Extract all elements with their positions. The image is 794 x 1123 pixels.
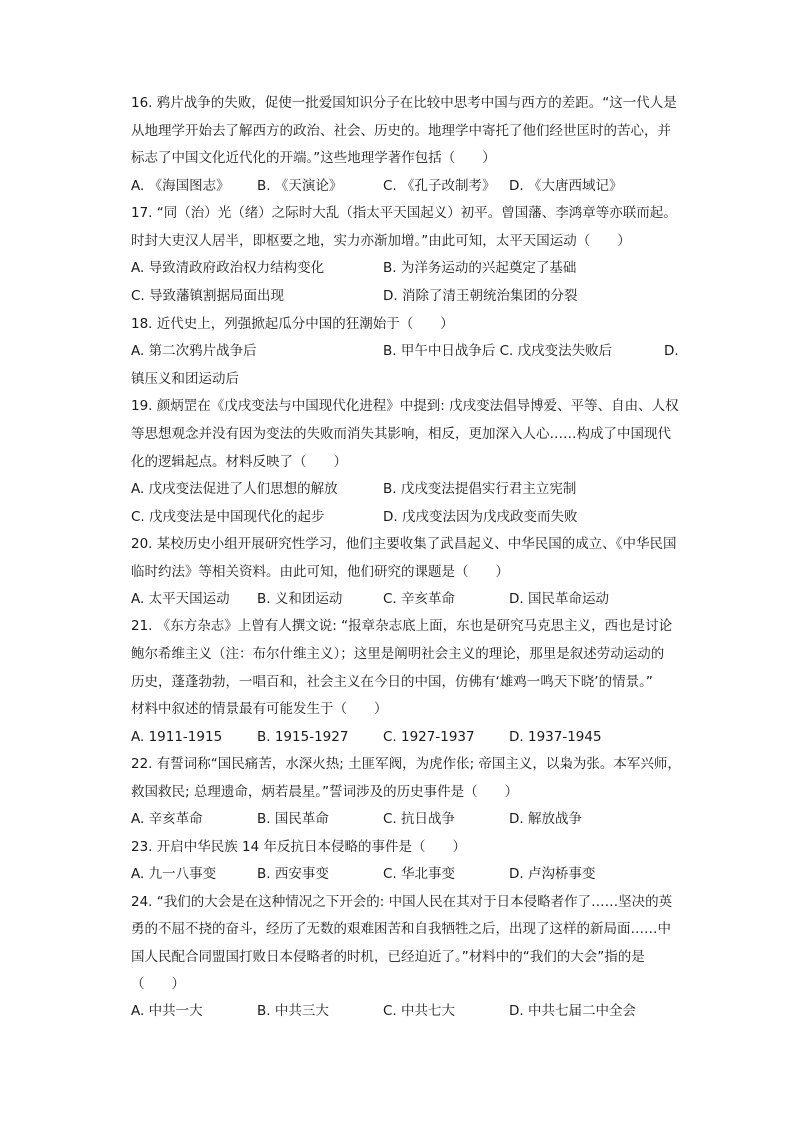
question-16-options xyxy=(131,176,751,196)
question-23-options xyxy=(131,864,751,884)
question-21-option-b[interactable]: B. 1915-1927 xyxy=(257,729,349,745)
question-21-line-1: 21. 《东方杂志》上曾有人撰文说: “报章杂志底上面，东也是研究马克思主义，西也是讨论 xyxy=(131,618,673,634)
question-21-line-3: 历史，蓬蓬勃勃，一唱百和，社会主义在今日的中国，仿佛有‘雄鸡一鸣天下晓’的情景。” xyxy=(131,674,653,690)
question-17-option-c[interactable]: C. 导致藩镇割据局面出现 xyxy=(131,288,285,304)
question-16-option-c[interactable]: C. 《孔子改制考》 xyxy=(383,178,496,194)
question-19-option-a[interactable]: A. 戊戌变法促进了人们思想的解放 xyxy=(131,481,338,497)
question-19-line-1: 19. 颜炳罡在《戊戌变法与中国现代化进程》中提到: 戊戌变法倡导博爱、平等、自由、人权 xyxy=(131,398,679,414)
question-16-line-2: 从地理学开始去了解西方的政治、社会、历史的。地理学中寄托了他们经世匡时的苦心，并 xyxy=(131,123,671,139)
question-21-option-d[interactable]: D. 1937-1945 xyxy=(509,729,602,745)
question-16-option-a[interactable]: A. 《海国图志》 xyxy=(131,178,230,194)
question-17-options-row-1 xyxy=(131,258,751,278)
question-21-options xyxy=(131,727,751,747)
question-23-option-c[interactable]: C. 华北事变 xyxy=(383,866,456,882)
question-18-options xyxy=(131,341,751,361)
question-19-line-2: 等思想观念并没有因为变法的失败而消失其影响，相反，更加深入人心……构成了中国现代 xyxy=(131,426,671,442)
question-17-line-2: 时封大吏汉人居半，即枢要之地，实力亦渐加增。”由此可知，太平天国运动（ ） xyxy=(131,233,631,249)
question-22-option-b[interactable]: B. 国民革命 xyxy=(257,811,329,827)
question-18-option-a[interactable]: A. 第二次鸦片战争后 xyxy=(131,343,257,359)
question-19-option-d[interactable]: D. 戊戌变法因为戊戌政变而失败 xyxy=(383,509,578,525)
question-21-option-c[interactable]: C. 1927-1937 xyxy=(383,729,475,745)
question-17-option-d[interactable]: D. 消除了清王朝统治集团的分裂 xyxy=(383,288,578,304)
question-19-options-row-2 xyxy=(131,507,751,527)
question-16-line-3: 标志了中国文化近代化的开端。”这些地理学著作包括（ ） xyxy=(131,150,496,166)
question-18-option-b-c[interactable]: B. 甲午中日战争后 C. 戊戌变法失败后 xyxy=(383,343,613,359)
question-17-option-a[interactable]: A. 导致清政府政治权力结构变化 xyxy=(131,260,325,276)
question-24-option-c[interactable]: C. 中共七大 xyxy=(383,1003,456,1019)
question-16-option-d[interactable]: D. 《大唐西域记》 xyxy=(509,178,623,194)
question-23-option-a[interactable]: A. 九一八事变 xyxy=(131,866,217,882)
question-24-option-a[interactable]: A. 中共一大 xyxy=(131,1003,203,1019)
question-22-line-1: 22. 有誓词称“国民痛苦，水深火热; 土匪军阀，为虎作伥; 帝国主义，以枭为张。本军兴师， xyxy=(131,756,681,772)
question-22-options xyxy=(131,809,751,829)
question-17-line-1: 17. “同（治）光（绪）之际时大乱（指太平天国起义）初平。曾国藩、李鸿章等亦联而起。 xyxy=(131,205,677,221)
question-19-options-row-1 xyxy=(131,479,751,499)
question-19-option-c[interactable]: C. 戊戌变法是中国现代化的起步 xyxy=(131,509,325,525)
question-20-line-2: 临时约法》等相关资料。由此可知，他们研究的课题是（ ） xyxy=(131,564,509,580)
question-21-line-2: 鲍尔希维主义（注：布尔什维主义）；这里是阐明社会主义的理论，那里是叙述劳动运动的 xyxy=(131,646,665,662)
question-19-line-3: 化的逻辑起点。材料反映了（ ） xyxy=(131,454,347,470)
question-16-line-1: 16. 鸦片战争的失败，促使一批爱国知识分子在比较中思考中国与西方的差距。“这一代人是 xyxy=(131,95,677,111)
question-20-options xyxy=(131,589,751,609)
question-17-option-b[interactable]: B. 为洋务运动的兴起奠定了基础 xyxy=(383,260,577,276)
question-19-option-b[interactable]: B. 戊戌变法提倡实行君主立宪制 xyxy=(383,481,577,497)
question-24-options xyxy=(131,1001,751,1021)
question-22-option-d[interactable]: D. 解放战争 xyxy=(509,811,582,827)
question-18-option-d-label[interactable]: D. xyxy=(664,343,679,359)
question-24-option-b[interactable]: B. 中共三大 xyxy=(257,1003,329,1019)
question-20-option-d[interactable]: D. 国民革命运动 xyxy=(509,591,609,607)
question-22-option-a[interactable]: A. 辛亥革命 xyxy=(131,811,203,827)
question-16-option-b[interactable]: B. 《天演论》 xyxy=(257,178,343,194)
question-21-option-a[interactable]: A. 1911-1915 xyxy=(131,729,223,745)
question-24-line-4: （ ） xyxy=(131,976,185,992)
question-22-line-2: 救国救民; 总理遗命，炳若晨星。”誓词涉及的历史事件是（ ） xyxy=(131,784,519,800)
question-20-line-1: 20. 某校历史小组开展研究性学习，他们主要收集了武昌起义、中华民国的成立、《中华民国 xyxy=(131,536,677,552)
question-24-line-2: 勇的不屈不挠的奋斗，经历了无数的艰难困苦和自我牺牲之后，出现了这样的新局面……中 xyxy=(131,921,671,937)
question-23-option-d[interactable]: D. 卢沟桥事变 xyxy=(509,866,596,882)
question-22-option-c[interactable]: C. 抗日战争 xyxy=(383,811,456,827)
question-20-option-a[interactable]: A. 太平天国运动 xyxy=(131,591,230,607)
question-20-option-c[interactable]: C. 辛亥革命 xyxy=(383,591,456,607)
question-18-line-1: 18. 近代史上，列强掀起瓜分中国的狂潮始于（ ） xyxy=(131,316,454,332)
question-24-line-3: 国人民配合同盟国打败日本侵略者的时机，已经迫近了。”材料中的“我们的大会”指的是 xyxy=(131,949,645,965)
question-24-option-d[interactable]: D. 中共七届二中全会 xyxy=(509,1003,636,1019)
question-24-line-1: 24. “我们的大会是在这种情况之下开会的: 中国人民在其对于日本侵略者作了……坚决的英 xyxy=(131,894,673,910)
question-21-line-4: 材料中叙述的情景最有可能发生于（ ） xyxy=(131,701,388,717)
question-23-line-1: 23. 开启中华民族 14 年反抗日本侵略的事件是（ ） xyxy=(131,839,467,855)
question-17-options-row-2 xyxy=(131,286,751,306)
question-18-option-d-text: 镇压义和团运动后 xyxy=(131,371,239,387)
question-23-option-b[interactable]: B. 西安事变 xyxy=(257,866,329,882)
question-20-option-b[interactable]: B. 义和团运动 xyxy=(257,591,343,607)
